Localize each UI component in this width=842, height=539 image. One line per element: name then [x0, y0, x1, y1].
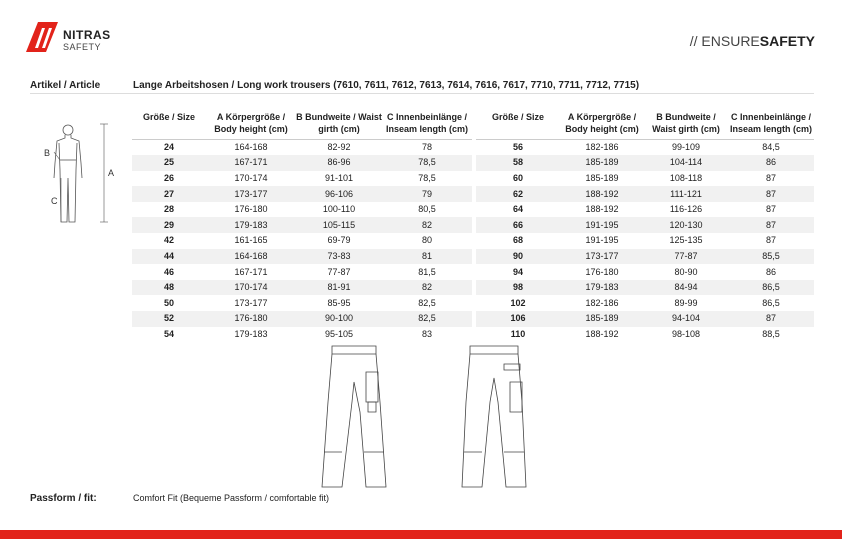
body-height-cell: 185-189: [585, 172, 619, 183]
inseam-length-cell: 82,5: [382, 311, 472, 327]
col-header-a: A Körpergröße / Body height (cm): [206, 111, 296, 139]
table-row: [132, 139, 472, 155]
body-height-cell: 164-168: [206, 249, 296, 265]
waist-girth-cell: 94-104: [644, 311, 728, 327]
waist-girth-cell: 96-106: [296, 186, 382, 202]
size-cell: 66: [476, 217, 560, 233]
table-row: [476, 217, 814, 233]
waist-girth-cell: 73-83: [296, 249, 382, 265]
size-cell: 26: [163, 172, 174, 183]
slogan-bold: SAFETY: [759, 33, 815, 49]
size-cell: 98: [476, 280, 560, 296]
body-height-cell: 176-180: [234, 204, 268, 215]
table-row: [132, 327, 472, 343]
trousers-side-illustration: [314, 342, 394, 492]
size-cell: 54: [163, 328, 174, 339]
table-row: [132, 186, 472, 202]
inseam-length-cell: 86: [728, 155, 814, 171]
table-row: [476, 171, 814, 187]
fit-label: Passform / fit:: [30, 493, 97, 504]
table-row: [132, 280, 472, 296]
size-cell: 29: [132, 217, 206, 233]
figure-label-a: A: [108, 168, 115, 178]
body-height-cell: 173-177: [206, 186, 296, 202]
waist-girth-cell: 69-79: [327, 235, 351, 246]
inseam-length-cell: 81,5: [418, 266, 436, 277]
col-header-size: Größe / Size: [476, 111, 560, 139]
table-row: [476, 280, 814, 296]
table-row: [476, 327, 814, 343]
inseam-length-cell: 78: [421, 141, 432, 152]
table-row: [132, 311, 472, 327]
body-height-cell: 179-183: [560, 280, 644, 296]
size-cell: 42: [163, 235, 174, 246]
table-row: [476, 264, 814, 280]
size-cell: 94: [512, 266, 523, 277]
inseam-length-cell: 88,5: [762, 328, 780, 339]
size-cell: 106: [476, 311, 560, 327]
waist-girth-cell: 125-135: [669, 235, 703, 246]
body-height-cell: 167-171: [206, 155, 296, 171]
size-cell: 68: [512, 235, 523, 246]
waist-girth-cell: 89-99: [674, 297, 698, 308]
trousers-front-illustration: [454, 342, 534, 492]
body-height-cell: 161-165: [234, 235, 268, 246]
table-row: [132, 155, 472, 171]
size-cell: 46: [163, 266, 174, 277]
table-row: [132, 217, 472, 233]
inseam-length-cell: 84,5: [762, 141, 780, 152]
nitras-logo: [26, 20, 111, 60]
size-cell: 56: [512, 141, 523, 152]
logo-brand: NITRAS: [63, 28, 111, 42]
body-height-cell: 173-177: [560, 249, 644, 265]
inseam-length-cell: 82: [382, 280, 472, 296]
body-height-cell: 188-192: [585, 328, 619, 339]
waist-girth-cell: 116-126: [669, 204, 703, 215]
body-height-cell: 188-192: [560, 186, 644, 202]
col-header-size: Größe / Size: [132, 111, 206, 139]
body-height-cell: 176-180: [585, 266, 619, 277]
body-height-cell: 170-174: [234, 172, 268, 183]
inseam-length-cell: 86,5: [728, 280, 814, 296]
inseam-length-cell: 81: [382, 249, 472, 265]
figure-label-c: C: [51, 196, 58, 206]
table-row: [476, 202, 814, 218]
logo-sub: SAFETY: [63, 42, 102, 52]
body-height-cell: 182-186: [585, 141, 619, 152]
waist-girth-cell: 105-115: [296, 217, 382, 233]
header-divider: [30, 93, 814, 94]
body-height-cell: 188-192: [585, 204, 619, 215]
size-cell: 64: [512, 204, 523, 215]
table-row: [476, 186, 814, 202]
size-cell: 102: [510, 297, 526, 308]
table-row: [132, 171, 472, 187]
size-cell: 24: [163, 141, 174, 152]
waist-girth-cell: 81-91: [296, 280, 382, 296]
inseam-length-cell: 87: [765, 235, 776, 246]
waist-girth-cell: 104-114: [644, 155, 728, 171]
table-row: [476, 249, 814, 265]
size-cell: 28: [163, 204, 174, 215]
fit-value: Comfort Fit (Bequeme Passform / comfortable fit): [133, 493, 330, 503]
slogan-prefix: // ENSURE: [689, 33, 760, 49]
inseam-length-cell: 78,5: [418, 172, 436, 183]
table-row: [476, 155, 814, 171]
size-cell: 50: [163, 297, 174, 308]
body-height-cell: 179-183: [206, 217, 296, 233]
waist-girth-cell: 80-90: [674, 266, 698, 277]
size-table-right-body: [476, 139, 814, 342]
waist-girth-cell: 111-121: [644, 186, 728, 202]
inseam-length-cell: 82: [382, 217, 472, 233]
slogan: [690, 33, 815, 49]
table-row: [476, 295, 814, 311]
table-row: [132, 249, 472, 265]
inseam-length-cell: 80,5: [418, 204, 436, 215]
table-row: [476, 311, 814, 327]
col-header-b: B Bundweite / Waist girth (cm): [296, 111, 382, 139]
waist-girth-cell: 100-110: [322, 204, 356, 215]
inseam-length-cell: 78,5: [382, 155, 472, 171]
size-cell: 110: [510, 328, 526, 339]
body-height-cell: 182-186: [585, 297, 619, 308]
body-height-cell: 185-189: [560, 311, 644, 327]
inseam-length-cell: 86: [765, 266, 776, 277]
body-height-cell: 191-195: [560, 217, 644, 233]
waist-girth-cell: 99-109: [671, 141, 701, 152]
size-cell: 58: [476, 155, 560, 171]
inseam-length-cell: 82,5: [418, 297, 436, 308]
body-height-cell: 191-195: [585, 235, 619, 246]
body-height-cell: 167-171: [234, 266, 268, 277]
inseam-length-cell: 87: [765, 172, 776, 183]
body-height-cell: 179-183: [234, 328, 268, 339]
waist-girth-cell: 95-105: [324, 328, 354, 339]
inseam-length-cell: 80: [421, 235, 432, 246]
body-measurement-figure: [32, 118, 128, 230]
size-cell: 62: [476, 186, 560, 202]
waist-girth-cell: 82-92: [327, 141, 351, 152]
nitras-logo-icon: [26, 22, 58, 52]
col-header-b: B Bundweite / Waist girth (cm): [644, 111, 728, 139]
size-cell: 60: [512, 172, 523, 183]
size-cell: 52: [132, 311, 206, 327]
size-table-left-body: [132, 139, 472, 342]
body-height-cell: 173-177: [234, 297, 268, 308]
col-header-c: C Innenbeinlänge / Inseam length (cm): [382, 111, 472, 139]
body-height-cell: 185-189: [560, 155, 644, 171]
waist-girth-cell: 91-101: [324, 172, 354, 183]
size-table-left: [132, 111, 472, 342]
inseam-length-cell: 87: [765, 204, 776, 215]
waist-girth-cell: 108-118: [669, 172, 703, 183]
footer-accent-bar: [0, 530, 842, 539]
table-row: [476, 139, 814, 155]
waist-girth-cell: 98-108: [671, 328, 701, 339]
waist-girth-cell: 85-95: [327, 297, 351, 308]
inseam-length-cell: 79: [382, 186, 472, 202]
size-cell: 27: [132, 186, 206, 202]
body-height-cell: 176-180: [206, 311, 296, 327]
waist-girth-cell: 90-100: [296, 311, 382, 327]
col-header-a: A Körpergröße / Body height (cm): [560, 111, 644, 139]
size-cell: 25: [132, 155, 206, 171]
inseam-length-cell: 85,5: [728, 249, 814, 265]
waist-girth-cell: 120-130: [644, 217, 728, 233]
waist-girth-cell: 84-94: [644, 280, 728, 296]
article-value: Lange Arbeitshosen / Long work trousers (7610, 7611, 7612, 7613, 7614, 7616, 7617, 7710, 7711, 7712, 7715): [133, 80, 640, 91]
waist-girth-cell: 86-96: [296, 155, 382, 171]
waist-girth-cell: 77-87: [644, 249, 728, 265]
size-table-right: [476, 111, 814, 342]
size-cell: 44: [132, 249, 206, 265]
inseam-length-cell: 87: [728, 217, 814, 233]
body-height-cell: 170-174: [206, 280, 296, 296]
table-row: [132, 233, 472, 249]
body-height-cell: 164-168: [234, 141, 268, 152]
col-header-c: C Innenbeinlänge / Inseam length (cm): [728, 111, 814, 139]
table-row: [132, 264, 472, 280]
table-row: [476, 233, 814, 249]
inseam-length-cell: 87: [728, 186, 814, 202]
size-cell: 48: [132, 280, 206, 296]
inseam-length-cell: 87: [728, 311, 814, 327]
table-row: [132, 202, 472, 218]
inseam-length-cell: 83: [421, 328, 432, 339]
article-label: Artikel / Article: [30, 80, 101, 91]
waist-girth-cell: 77-87: [327, 266, 351, 277]
table-row: [132, 295, 472, 311]
size-cell: 90: [476, 249, 560, 265]
inseam-length-cell: 86,5: [762, 297, 780, 308]
figure-label-b: B: [44, 148, 51, 158]
